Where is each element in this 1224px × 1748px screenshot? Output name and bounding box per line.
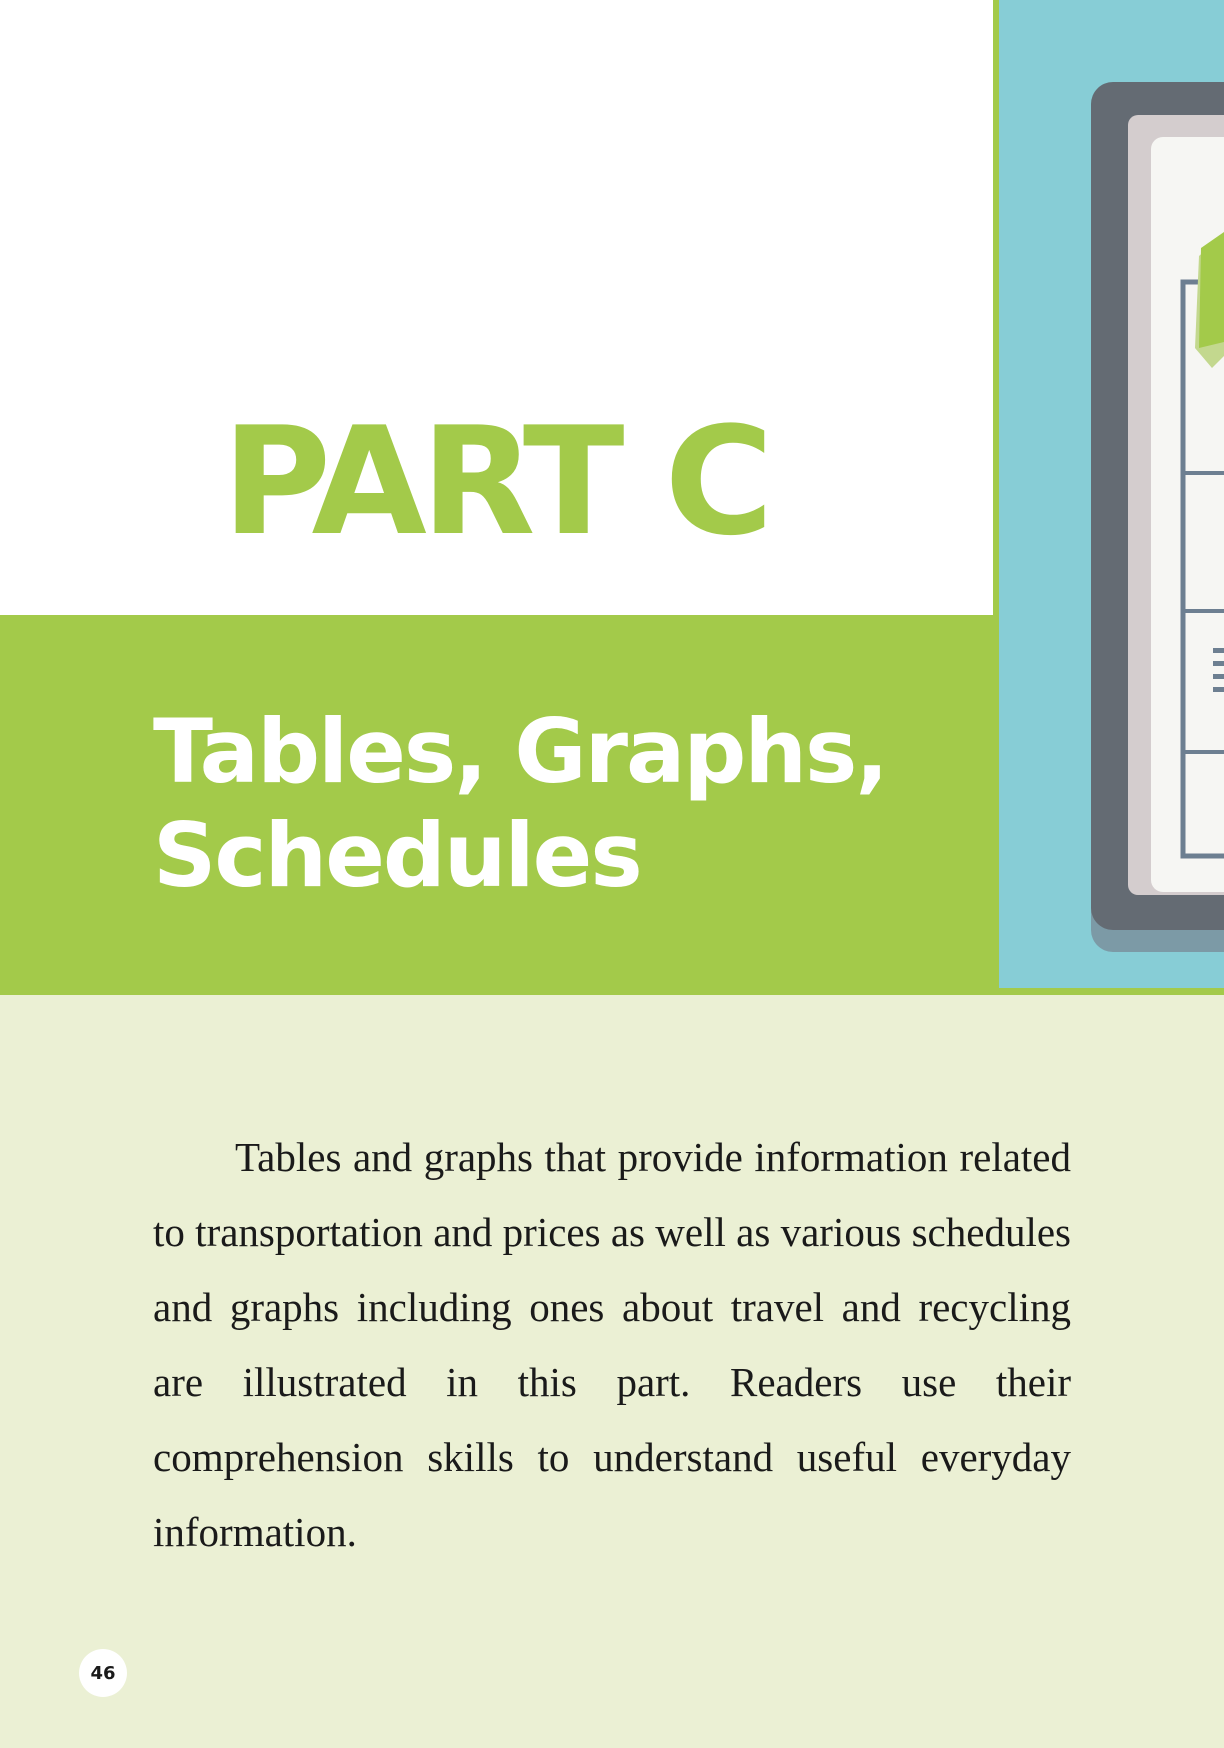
subtitle-line-2: Schedules xyxy=(153,804,641,907)
page-number: 46 xyxy=(79,1649,127,1697)
subtitle-line-1: Tables, Graphs, xyxy=(153,700,887,803)
intro-paragraph: Tables and graphs that provide information related to transportation and prices as well as various schedules and graphs including ones about travel and recycling are illustrated in this part. Readers use their comprehension skills to understand useful everyday information. xyxy=(153,1134,1071,1555)
clipboard-table-icon xyxy=(999,0,1224,988)
green-divider-line xyxy=(993,988,1224,995)
illustration-panel xyxy=(999,0,1224,988)
part-title: PART C xyxy=(222,396,768,569)
section-subtitle xyxy=(153,700,973,908)
